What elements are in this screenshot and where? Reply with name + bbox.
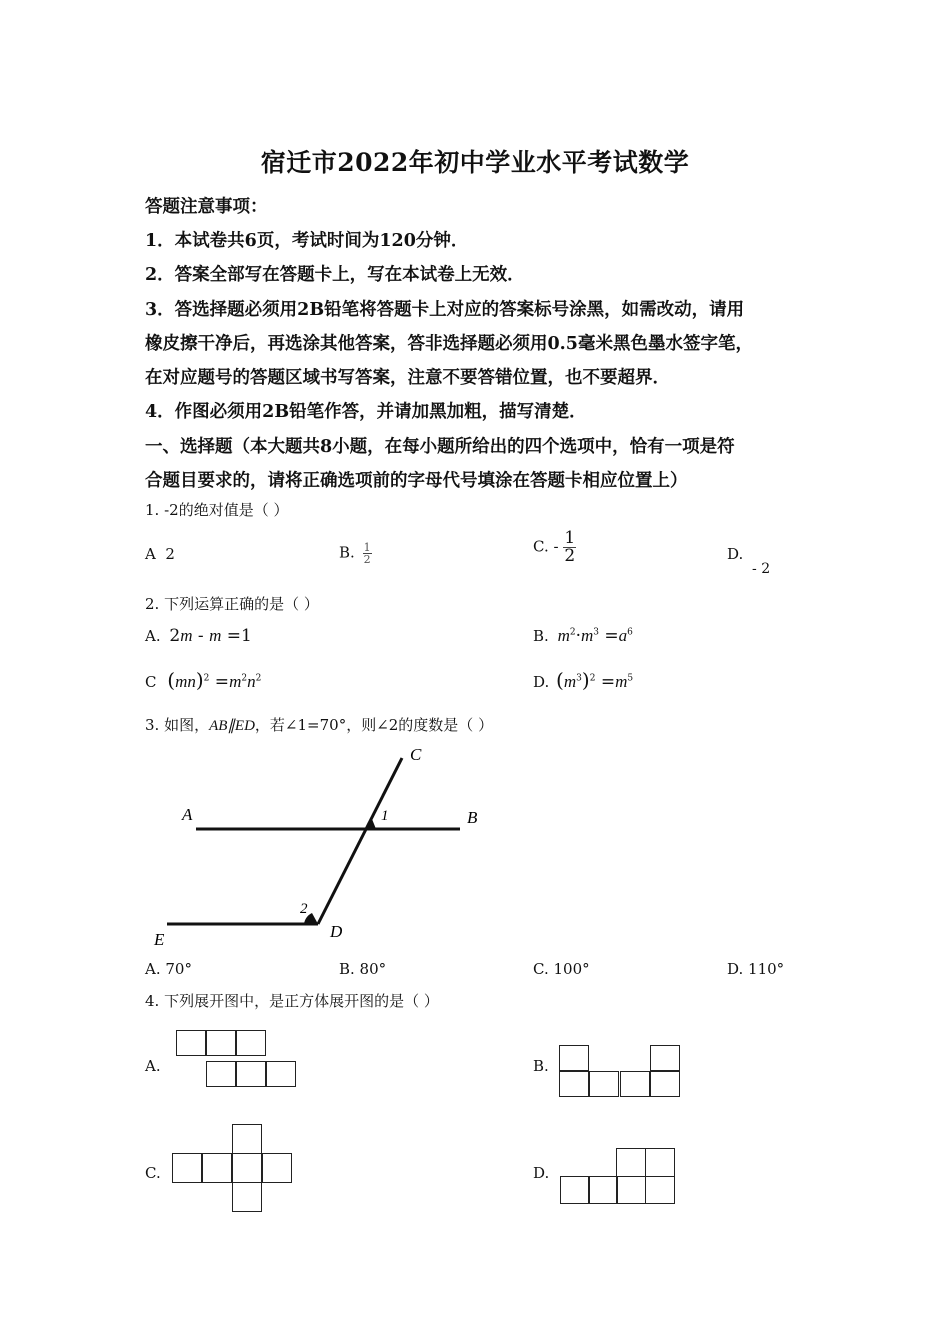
- notice-item-1: 1．本试卷共6页，考试时间为120分钟．: [145, 231, 469, 251]
- q1-option-b: [339, 542, 372, 565]
- q1-option-a: [145, 545, 175, 563]
- section-heading-2: 合题目要求的，请将正确选项前的字母代号填涂在答题卡相应位置上）: [145, 471, 688, 491]
- page-title: 宿迁市2022年初中学业水平考试数学: [260, 148, 690, 177]
- notice-item-2: 2．答案全部写在答题卡上，写在本试卷上无效．: [145, 265, 525, 285]
- notice-item-3b: 橡皮擦干净后，再选涂其他答案，答非选择题必须用0.5毫米黑色墨水签字笔，: [145, 334, 753, 354]
- q2-option-a: [145, 626, 252, 646]
- q3-stem-prefix: 3. 如图，: [145, 716, 210, 734]
- q3-option-a: A. 70°: [145, 960, 192, 978]
- q2-b-expr: $m^2\cdot m^3 =a^6$: [557, 626, 633, 646]
- q1-d-label: D.: [727, 545, 744, 563]
- q2-c-label: C: [145, 673, 157, 691]
- q2-d-label: D.: [533, 673, 550, 691]
- section-heading-1: 一、选择题（本大题共8小题，在每小题所给出的四个选项中，恰有一项是符: [145, 437, 735, 457]
- notice-item-4: 4．作图必须用2B铅笔作答，并请加黑加粗，描写清楚．: [145, 402, 587, 422]
- q4-label-d: D.: [533, 1164, 550, 1182]
- q1-stem: 1. -2的绝对值是（ ）: [145, 501, 289, 519]
- point-c-label: C: [410, 745, 422, 764]
- q1-a-value: 2: [165, 545, 175, 563]
- angle-2-label: 2: [300, 901, 308, 917]
- point-e-label: E: [154, 930, 165, 949]
- notice-heading: 答题注意事项：: [145, 197, 268, 217]
- point-d-label: D: [330, 922, 343, 941]
- q2-option-b: [533, 626, 633, 646]
- q1-option-d: [727, 545, 771, 577]
- q1-a-label: A: [145, 545, 156, 563]
- q3-stem-math: AB∥ED: [209, 718, 255, 734]
- q4-label-a: A.: [145, 1057, 161, 1075]
- q3-option-d: D. 110°: [727, 960, 785, 978]
- q3-stem-suffix: ，若∠1=70°，则∠2的度数是（ ）: [254, 716, 494, 734]
- q3-option-b: B. 80°: [339, 960, 387, 978]
- q4-stem: 4. 下列展开图中，是正方体展开图的是（ ）: [145, 992, 439, 1010]
- notice-item-3c: 在对应题号的答题区域书写答案，注意不要答错位置，也不要超界．: [145, 368, 670, 388]
- q2-a-label: A.: [145, 627, 161, 645]
- q1-c-fraction: $\frac{1}{2}$: [564, 528, 576, 566]
- q2-option-c: [145, 668, 261, 692]
- q2-stem: 2. 下列运算正确的是（ ）: [145, 595, 319, 613]
- angle-1-label: 1: [381, 808, 389, 824]
- q4-label-c: C.: [145, 1164, 161, 1182]
- q1-option-c: [533, 530, 576, 565]
- q1-c-sign: -: [553, 537, 559, 556]
- q4-label-b: B.: [533, 1057, 549, 1075]
- point-b-label: B: [467, 808, 478, 827]
- q2-option-d: [533, 668, 633, 692]
- q3-option-c: C. 100°: [533, 960, 590, 978]
- q2-a-expr: 2m - m =1: [169, 626, 252, 646]
- point-a-label: A: [182, 805, 193, 824]
- q2-b-label: B.: [533, 627, 549, 645]
- notice-item-3a: 3．答选择题必须用2B铅笔将答题卡上对应的答案标号涂黑，如需改动，请用: [145, 300, 745, 320]
- q3-figure: [140, 740, 500, 955]
- q1-d-value: - 2: [752, 561, 771, 577]
- q3-stem: [145, 714, 493, 735]
- q1-c-label: C.: [533, 537, 549, 556]
- q2-c-expr: $(mn)^2 =m^2n^2$: [167, 668, 262, 692]
- q1-b-label: B.: [339, 543, 355, 562]
- q2-d-expr: $(m^3)^2 =m^5$: [556, 668, 634, 692]
- line-cd: [318, 758, 402, 924]
- q1-b-fraction: $\frac{1}{2}$: [363, 541, 371, 566]
